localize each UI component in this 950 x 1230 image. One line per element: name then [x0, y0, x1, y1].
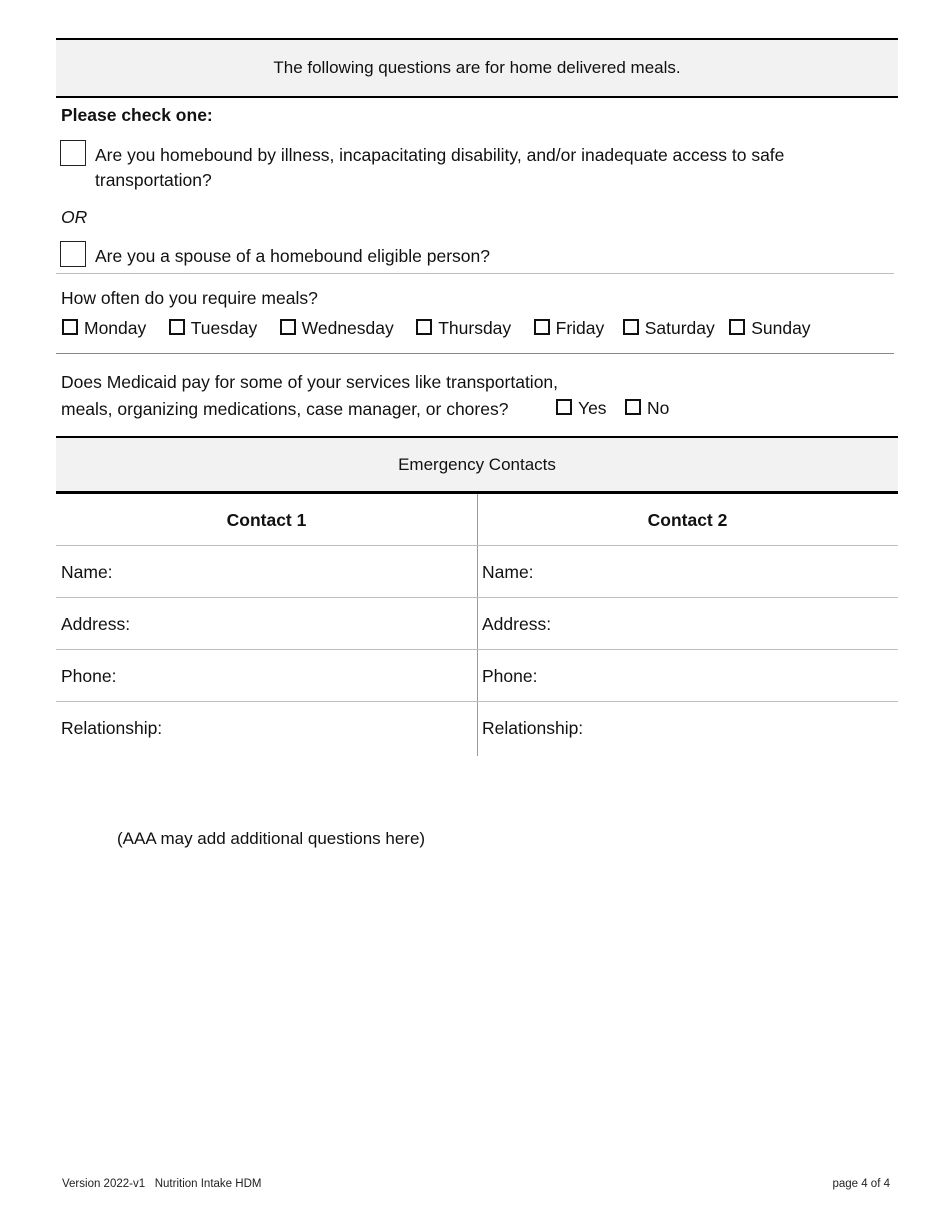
medicaid-yes-label: Yes	[578, 398, 607, 418]
contact-2-name-field[interactable]: Name:	[482, 561, 534, 582]
friday-label: Friday	[555, 318, 605, 338]
day-option-tuesday[interactable]	[169, 318, 257, 339]
footer-page-number: page 4 of 4	[832, 1178, 890, 1190]
medicaid-no-label: No	[647, 398, 670, 418]
footer-form-name: Nutrition Intake HDM	[154, 1178, 262, 1190]
day-option-wednesday[interactable]	[280, 318, 394, 339]
meals-frequency-question: How often do you require meals?	[61, 288, 318, 308]
contact-2-address-field[interactable]: Address:	[482, 613, 552, 634]
wednesday-checkbox[interactable]	[280, 319, 296, 335]
contact-1-phone-field[interactable]: Phone:	[61, 665, 117, 686]
contacts-row-name	[56, 546, 898, 598]
contact-2-phone-field[interactable]: Phone:	[482, 665, 538, 686]
days-checkbox-group	[62, 318, 811, 342]
wednesday-label: Wednesday	[301, 318, 394, 338]
thursday-checkbox[interactable]	[416, 319, 432, 335]
contacts-row-address	[56, 598, 898, 650]
day-option-friday[interactable]	[534, 318, 605, 339]
saturday-label: Saturday	[644, 318, 715, 338]
friday-checkbox[interactable]	[534, 319, 550, 335]
thursday-label: Thursday	[438, 318, 512, 338]
contact-2-header: Contact 2	[647, 509, 728, 530]
contacts-header-row	[56, 494, 898, 546]
sunday-label: Sunday	[751, 318, 811, 338]
medicaid-yes-checkbox[interactable]	[556, 399, 572, 415]
sunday-checkbox[interactable]	[729, 319, 745, 335]
spouse-checkbox[interactable]	[60, 241, 86, 267]
banner-text: The following questions are for home delivered meals.	[273, 58, 681, 77]
medicaid-yes-option[interactable]	[556, 396, 607, 420]
spouse-question: Are you a spouse of a homebound eligible person?	[95, 246, 490, 266]
additional-questions-note: (AAA may add additional questions here)	[117, 829, 426, 848]
monday-label: Monday	[84, 318, 147, 338]
contacts-row-relationship	[56, 702, 898, 754]
contact-1-address-field[interactable]: Address:	[61, 613, 131, 634]
medicaid-no-option[interactable]	[625, 396, 669, 420]
day-option-monday[interactable]	[62, 318, 146, 339]
day-option-saturday[interactable]	[623, 318, 715, 339]
divider	[56, 273, 894, 274]
contact-2-relationship-field[interactable]: Relationship:	[482, 717, 584, 738]
contact-1-header: Contact 1	[226, 509, 307, 530]
contacts-row-phone	[56, 650, 898, 702]
check-one-label: Please check one:	[61, 105, 213, 125]
homebound-checkbox[interactable]	[60, 140, 86, 166]
or-label: OR	[61, 207, 88, 227]
homebound-question-line2: transportation?	[95, 170, 212, 190]
home-delivered-banner	[56, 38, 898, 98]
footer-version: Version 2022-v1	[62, 1178, 146, 1190]
emergency-contacts-banner	[56, 436, 898, 494]
day-option-thursday[interactable]	[416, 318, 511, 339]
tuesday-label: Tuesday	[190, 318, 258, 338]
monday-checkbox[interactable]	[62, 319, 78, 335]
homebound-question-line1: Are you homebound by illness, incapacitating disability, and/or inadequate access to safe	[95, 145, 785, 165]
tuesday-checkbox[interactable]	[169, 319, 185, 335]
medicaid-question-line1: Does Medicaid pay for some of your services like transportation,	[61, 372, 559, 392]
medicaid-question-line2: meals, organizing medications, case manager, or chores?	[61, 399, 509, 419]
footer-left	[62, 1178, 261, 1190]
medicaid-no-checkbox[interactable]	[625, 399, 641, 415]
divider	[56, 353, 894, 354]
contact-1-name-field[interactable]: Name:	[61, 561, 113, 582]
emergency-contacts-title: Emergency Contacts	[398, 454, 556, 474]
day-option-sunday[interactable]	[729, 318, 810, 339]
contact-1-relationship-field[interactable]: Relationship:	[61, 717, 163, 738]
saturday-checkbox[interactable]	[623, 319, 639, 335]
